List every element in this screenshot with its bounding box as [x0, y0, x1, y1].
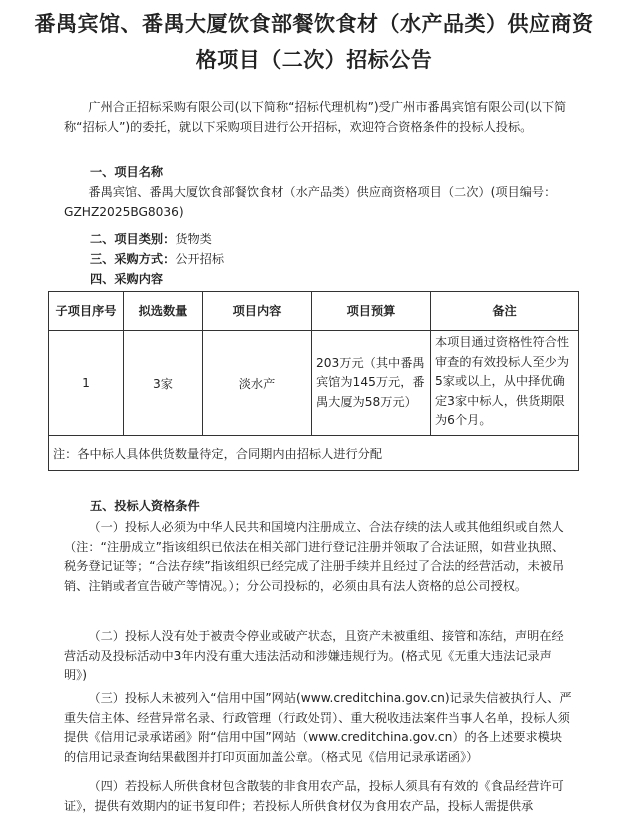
section-2 — [90, 230, 212, 250]
header-quantity: 拟选数量 — [124, 292, 203, 331]
section-3 — [90, 250, 224, 270]
cell-budget: 203万元（其中番禺宾馆为145万元，番禺大厦为58万元） — [312, 331, 431, 436]
section-3-value: 公开招标 — [175, 252, 225, 266]
table-note: 注：各中标人具体供货数量待定，合同期内由招标人进行分配 — [49, 436, 579, 471]
table-header-row — [49, 292, 579, 331]
header-budget: 项目预算 — [312, 292, 431, 331]
section-1-heading: 一、项目名称 — [90, 165, 164, 179]
section-3-heading: 三、采购方式： — [90, 252, 176, 266]
cell-remark: 本项目通过资格性符合性审查的有效投标人至少为5家或以上，从中择优确定3家中标人，供货期限为6个月。 — [431, 331, 579, 436]
section-5-heading: 五、投标人资格条件 — [90, 499, 200, 513]
section-4-heading: 四、采购内容 — [90, 272, 164, 286]
table-row — [49, 331, 579, 436]
header-subproject-no: 子项目序号 — [49, 292, 124, 331]
document-title — [18, 6, 610, 78]
cell-qty: 3家 — [124, 331, 203, 436]
header-remark: 备注 — [431, 292, 579, 331]
procurement-table — [48, 291, 579, 471]
section-2-heading: 二、项目类别： — [90, 232, 176, 246]
qualification-1: （一）投标人必须为中华人民共和国境内注册成立、合法存续的法人或其他组织或自然人（注：“注册成立”指该组织已依法在相关部门进行登记注册并领取了合法证照，如营业执照、税务登记证等；“合法存续”指该组织已经完成了注册手续并且经过了合法的经营活动，未被吊销、注销或者宣告破产等情况。）；分公司投标的，必须由具有法人资格的总公司授权。 — [64, 520, 565, 593]
cell-no: 1 — [49, 331, 124, 436]
section-1-body: 番禺宾馆、番禺大厦饮食部餐饮食材（水产品类）供应商资格项目（二次）(项目编号：GZHZ2025BG8036) — [64, 185, 557, 219]
cell-content: 淡水产 — [203, 331, 312, 436]
table-note-row — [49, 436, 579, 471]
title-line-2: 格项目（二次）招标公告 — [195, 48, 433, 72]
qualification-3: （三）投标人未被列入“信用中国”网站(www.creditchina.gov.cn)记录失信被执行人、严重失信主体、经营异常名录、行政管理（行政处罚）、重大税收违法案件当事人名单，投标人须提供《信用记录承诺函》附“信用中国”网站（www.creditchina.gov.cn）的各上述要求模块的信用记录查询结果截图并打印页面加盖公章。（格式见《信用记录承诺函》） — [64, 691, 572, 764]
header-content: 项目内容 — [203, 292, 312, 331]
intro-paragraph: 广州合正招标采购有限公司(以下简称“招标代理机构”)受广州市番禺宾馆有限公司(以下简称“招标人”)的委托，就以下采购项目进行公开招标，欢迎符合资格条件的投标人投标。 — [64, 100, 567, 134]
qualification-2: （二）投标人没有处于被责令停业或破产状态，且资产未被重组、接管和冻结，声明在经营活动及投标活动中3年内没有重大违法活动和涉嫌违规行为。(格式见《无重大违法记录声明》) — [64, 629, 564, 682]
qualification-4: （四）若投标人所供食材包含散装的非食用农产品，投标人须具有有效的《食品经营许可证》，提供有效期内的证书复印件；若投标人所供食材仅为食用农产品，投标人需提供承 — [64, 779, 564, 813]
title-line-1: 番禺宾馆、番禺大厦饮食部餐饮食材（水产品类）供应商资 — [34, 12, 594, 36]
section-2-value: 货物类 — [175, 232, 212, 246]
